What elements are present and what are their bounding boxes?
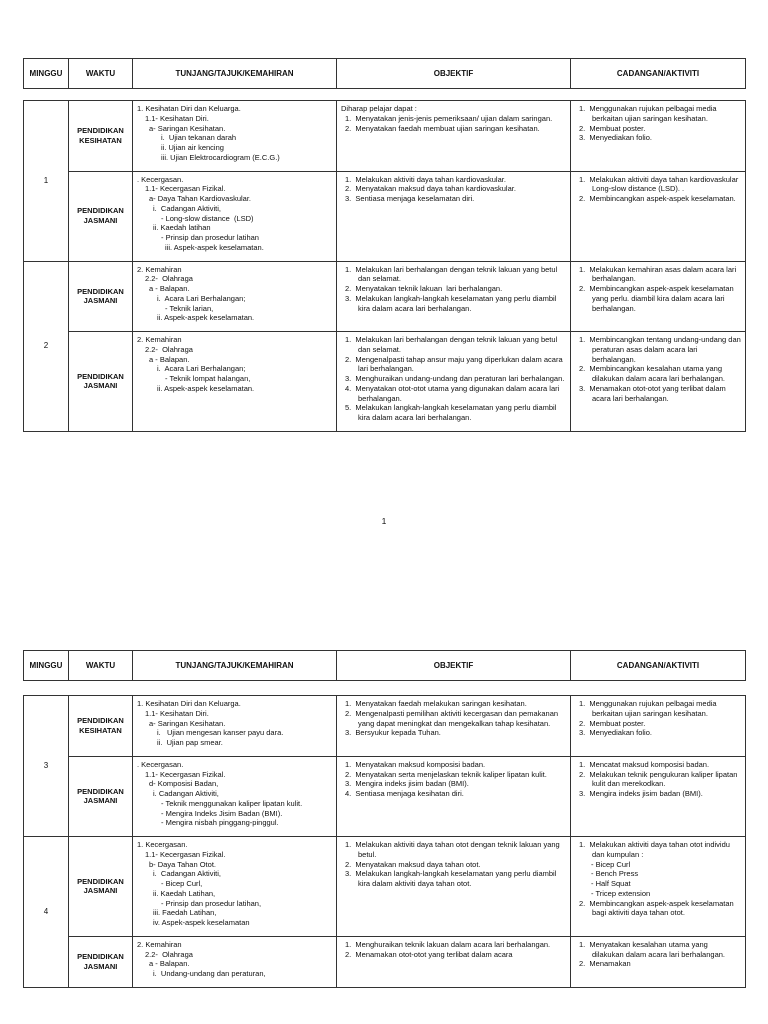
header-row: [24, 651, 746, 681]
subject-cell: PENDIDIKAN JASMANI: [69, 936, 133, 987]
text-line: . Kecergasan.: [137, 174, 184, 184]
text-line: 5. Melakukan langkah-langkah keselamatan yang perlu diambil kira dalam acara lari berhalangan.: [345, 403, 559, 422]
text-line: iii. Aspek-aspek keselamatan.: [165, 242, 264, 252]
activities-cell: [571, 261, 746, 332]
text-line: 2. Menamakan: [579, 959, 631, 969]
text-line: 1.1- Kecergasan Fizikal.: [145, 769, 226, 779]
text-line: 4. Menyatakan otot-otot utama yang digunakan dalam acara lari berhalangan.: [345, 383, 562, 403]
column-header: CADANGAN/AKTIVITI: [571, 59, 746, 89]
text-line: - Bicep Curl,: [161, 879, 203, 888]
text-line: 3. Sentiasa menjaga keselamatan diri.: [345, 194, 475, 203]
text-line: 2. Mengenalpasti pemilihan aktiviti kecergasan dan pemakanan yang dapat meningkat dan mengekalkan tahap kesihatan.: [345, 708, 561, 728]
objectives-cell: [337, 101, 571, 172]
topic-cell: [133, 696, 337, 757]
text-line: - Prinsip dan prosedur latihan: [161, 233, 259, 242]
column-header: TUNJANG/TAJUK/KEMAHIRAN: [133, 651, 337, 681]
text-line: - Mengira Indeks Jisim Badan (BMI).: [161, 808, 283, 818]
text-line: 1. Menggunakan rujukan pelbagai media berkaitan ujian saringan kesihatan.: [579, 104, 719, 123]
text-line: 3. Menyediakan folio.: [579, 133, 652, 143]
schedule-table-1-header: [23, 58, 745, 89]
schedule-row: [24, 756, 746, 836]
text-line: 2.2- Olahraga: [145, 344, 193, 354]
text-line: i. Acara Lari Berhalangan;: [157, 293, 246, 303]
objectives-cell: [337, 837, 571, 937]
text-line: 1. Kesihatan Diri dan Keluarga.: [137, 699, 241, 708]
text-line: i. Cadangan Aktiviti,: [153, 203, 221, 213]
text-line: ii. Ujian pap smear.: [157, 738, 223, 747]
activities-cell: [571, 756, 746, 836]
topic-cell: [133, 756, 337, 836]
schedule-row: [24, 332, 746, 432]
text-line: a - Balapan.: [149, 354, 190, 364]
text-line: . Kecergasan.: [137, 759, 184, 769]
objectives-cell: [337, 332, 571, 432]
text-line: 1. Melakukan aktiviti daya tahan kardiovaskular Long-slow distance (LSD). .: [579, 174, 741, 194]
schedule-table-1: [23, 100, 745, 432]
text-line: 3. Bersyukur kepada Tuhan.: [345, 728, 441, 738]
column-header: MINGGU: [24, 651, 69, 681]
text-line: - Teknik lompat halangan,: [165, 374, 251, 383]
text-line: 1. Menyatakan maksud komposisi badan.: [345, 759, 486, 769]
text-line: a- Saringan Kesihatan.: [149, 123, 226, 133]
subject-cell: PENDIDIKAN JASMANI: [69, 261, 133, 332]
page-number: 1: [381, 516, 387, 526]
text-line: 3. Menyediakan folio.: [579, 728, 652, 738]
text-line: a - Balapan.: [149, 959, 190, 969]
text-line: 3. Mengira indeks jisim badan (BMI).: [579, 789, 703, 798]
text-line: 1. Membincangkan tentang undang-undang dan peraturan asas dalam acara lari berhalangan.: [579, 335, 743, 364]
activities-cell: [571, 171, 746, 261]
text-line: 2. Kemahiran: [137, 939, 182, 949]
text-line: 4. Sentiasa menjaga kesihatan diri.: [345, 789, 464, 798]
text-line: ii. Aspek-aspek keselamatan.: [157, 383, 255, 393]
text-line: 2. Membincangkan kesalahan utama yang dilakukan dalam acara lari berhalangan.: [579, 364, 726, 383]
text-line: 1. Menyatakan jenis-jenis pemeriksaan/ ujian dalam saringan.: [345, 113, 553, 123]
column-header: CADANGAN/AKTIVITI: [571, 651, 746, 681]
text-line: 2. Membuat poster.: [579, 718, 646, 728]
text-line: 3. Melakukan langkah-langkah keselamatan yang perlu diambil kira dalam aktiviti daya tahan otot.: [345, 869, 559, 888]
text-line: 3. Menghuraikan undang-undang dan peraturan lari berhalangan.: [345, 374, 565, 383]
topic-cell: [133, 261, 337, 332]
text-line: 2. Menyatakan serta menjelaskan teknik kaliper lipatan kulit.: [345, 769, 547, 779]
activities-cell: [571, 837, 746, 937]
schedule-row: [24, 936, 746, 987]
text-line: 2. Menyatakan maksud daya tahan kardiovaskular.: [345, 184, 516, 194]
text-line: a- Saringan Kesihatan.: [149, 718, 226, 728]
text-line: - Teknik menggunakan kaliper lipatan kulit.: [161, 798, 303, 808]
text-line: 1. Menyatakan kesalahan utama yang dilakukan dalam acara lari berhalangan.: [579, 939, 726, 959]
schedule-row: [24, 261, 746, 332]
text-line: 1.1- Kecergasan Fizikal.: [145, 184, 226, 194]
text-line: 1. Mencatat maksud komposisi badan.: [579, 759, 710, 769]
text-line: 1. Melakukan lari berhalangan dengan teknik lakuan yang betul dan selamat.: [345, 335, 560, 354]
text-line: - Half Squat: [591, 879, 631, 888]
schedule-row: [24, 837, 746, 937]
text-line: 1.1- Kesihatan Diri.: [145, 708, 209, 718]
text-line: ii. Aspek-aspek keselamatan.: [157, 313, 255, 323]
subject-cell: PENDIDIKAN JASMANI: [69, 332, 133, 432]
text-line: 1.1- Kesihatan Diri.: [145, 113, 209, 123]
body-table-2: [23, 695, 746, 988]
schedule-row: [24, 696, 746, 757]
objectives-cell: [337, 696, 571, 757]
text-line: 1. Melakukan aktiviti daya tahan otot individu dan kumpulan :: [579, 840, 733, 859]
activities-cell: [571, 936, 746, 987]
text-line: ii. Kaedah Latihan,: [153, 888, 216, 898]
text-line: iii. Ujian Elektrocardiogram (E.C.G.): [161, 152, 280, 162]
topic-cell: [133, 936, 337, 987]
text-line: b- Daya Tahan Otot.: [149, 859, 216, 869]
subject-cell: PENDIDIKAN JASMANI: [69, 756, 133, 836]
header-table-1: [23, 58, 746, 89]
activities-cell: [571, 332, 746, 432]
text-line: ii. Ujian air kencing: [161, 143, 224, 152]
topic-cell: [133, 332, 337, 432]
activities-cell: [571, 101, 746, 172]
text-line: - Mengira nisbah pinggang-pinggul.: [161, 818, 279, 828]
text-line: 3. Menamakan otot-otot yang terlibat dalam acara lari berhalangan.: [579, 383, 728, 403]
text-line: 2. Melakukan teknik pengukuran kaliper lipatan kulit dan merekodkan.: [579, 769, 740, 789]
objectives-cell: [337, 261, 571, 332]
text-line: 1. Melakukan lari berhalangan dengan teknik lakuan yang betul dan selamat.: [345, 264, 560, 284]
text-line: 1. Melakukan aktiviti daya tahan kardiovaskular.: [345, 174, 506, 184]
text-line: 1. Kesihatan Diri dan Keluarga.: [137, 104, 241, 113]
text-line: - Tricep extension: [591, 888, 651, 898]
text-line: 1. Melakukan aktiviti daya tahan otot dengan teknik lakuan yang betul.: [345, 840, 562, 859]
text-line: i. Cadangan Aktiviti,: [153, 869, 221, 879]
text-line: 2. Membincangkan aspek-aspek keselamatan.: [579, 194, 736, 203]
text-line: 2.2- Olahraga: [145, 274, 193, 284]
text-line: i. Acara Lari Berhalangan;: [157, 364, 246, 374]
week-number-cell: 3: [24, 696, 69, 837]
objectives-cell: [337, 171, 571, 261]
text-line: i. Ujian tekanan darah: [161, 133, 237, 143]
column-header: TUNJANG/TAJUK/KEMAHIRAN: [133, 59, 337, 89]
column-header: MINGGU: [24, 59, 69, 89]
text-line: iii. Faedah Latihan,: [153, 908, 217, 918]
subject-cell: PENDIDIKAN JASMANI: [69, 837, 133, 937]
subject-cell: PENDIDIKAN KESIHATAN: [69, 101, 133, 172]
text-line: i. Undang-undang dan peraturan,: [153, 969, 266, 978]
schedule-table-2: [23, 695, 745, 988]
week-number-cell: 1: [24, 101, 69, 262]
schedule-row: [24, 171, 746, 261]
text-line: i. Cadangan Aktiviti,: [153, 789, 219, 798]
schedule-table-2-header: [23, 650, 745, 681]
text-line: 2.2- Olahraga: [145, 949, 193, 959]
text-line: Diharap pelajar dapat :: [341, 104, 417, 113]
column-header: WAKTU: [69, 59, 133, 89]
topic-cell: [133, 101, 337, 172]
text-line: 2. Kemahiran: [137, 335, 182, 344]
text-line: 2. Menamakan otot-otot yang terlibat dalam acara: [345, 949, 513, 959]
text-line: a- Daya Tahan Kardiovaskular.: [149, 194, 252, 203]
text-line: 2. Membincangkan aspek-aspek keselamatan yang perlu. diambil kira dalam acara lari berhalangan.: [579, 284, 736, 313]
objectives-cell: [337, 756, 571, 836]
text-line: 1. Melakukan kemahiran asas dalam acara lari berhalangan.: [579, 264, 739, 284]
column-header: OBJEKTIF: [337, 59, 571, 89]
header-row: [24, 59, 746, 89]
text-line: - Bicep Curl: [591, 859, 631, 869]
text-line: 1. Menyatakan faedah melakukan saringan kesihatan.: [345, 699, 527, 708]
text-line: ii. Kaedah latihan: [153, 223, 211, 233]
text-line: - Bench Press: [591, 869, 639, 879]
text-line: 3. Mengira indeks jisim badan (BMI).: [345, 779, 469, 789]
text-line: a - Balapan.: [149, 284, 190, 293]
text-line: - Prinsip dan prosedur latihan,: [161, 898, 262, 908]
schedule-row: [24, 101, 746, 172]
text-line: 1. Kecergasan.: [137, 840, 188, 849]
text-line: 2. Membincangkan aspek-aspek keselamatan bagi aktiviti daya tahan otot.: [579, 898, 736, 918]
topic-cell: [133, 837, 337, 937]
text-line: - Teknik larian,: [165, 303, 214, 313]
topic-cell: [133, 171, 337, 261]
week-number-cell: 2: [24, 261, 69, 431]
header-table-2: [23, 650, 746, 681]
text-line: 2. Menyatakan teknik lakuan lari berhalangan.: [345, 284, 503, 293]
objectives-cell: [337, 936, 571, 987]
subject-cell: PENDIDIKAN JASMANI: [69, 171, 133, 261]
text-line: 2. Kemahiran: [137, 264, 182, 274]
text-line: 2. Mengenalpasti tahap ansur maju yang diperlukan dalam acara lari berhalangan.: [345, 354, 565, 374]
subject-cell: PENDIDIKAN KESIHATAN: [69, 696, 133, 757]
column-header: WAKTU: [69, 651, 133, 681]
text-line: 2. Menyatakan faedah membuat ujian saringan kesihatan.: [345, 123, 540, 133]
text-line: 1. Menggunakan rujukan pelbagai media berkaitan ujian saringan kesihatan.: [579, 699, 719, 718]
text-line: iv. Aspek-aspek keselamatan: [153, 918, 250, 927]
text-line: 1.1- Kecergasan Fizikal.: [145, 849, 226, 859]
week-number-cell: 4: [24, 837, 69, 988]
text-line: 2. Membuat poster.: [579, 123, 646, 133]
text-line: 2. Menyatakan maksud daya tahan otot.: [345, 859, 481, 869]
text-line: 1. Menghuraikan teknik lakuan dalam acara lari berhalangan.: [345, 939, 551, 949]
text-line: i. Ujian mengesan kanser payu dara.: [157, 728, 284, 738]
activities-cell: [571, 696, 746, 757]
text-line: - Long-slow distance (LSD): [161, 213, 254, 223]
column-header: OBJEKTIF: [337, 651, 571, 681]
text-line: 3. Melakukan langkah-langkah keselamatan yang perlu diambil kira dalam acara lari berhalangan.: [345, 293, 559, 313]
text-line: d- Komposisi Badan,: [149, 779, 219, 789]
body-table-1: [23, 100, 746, 432]
